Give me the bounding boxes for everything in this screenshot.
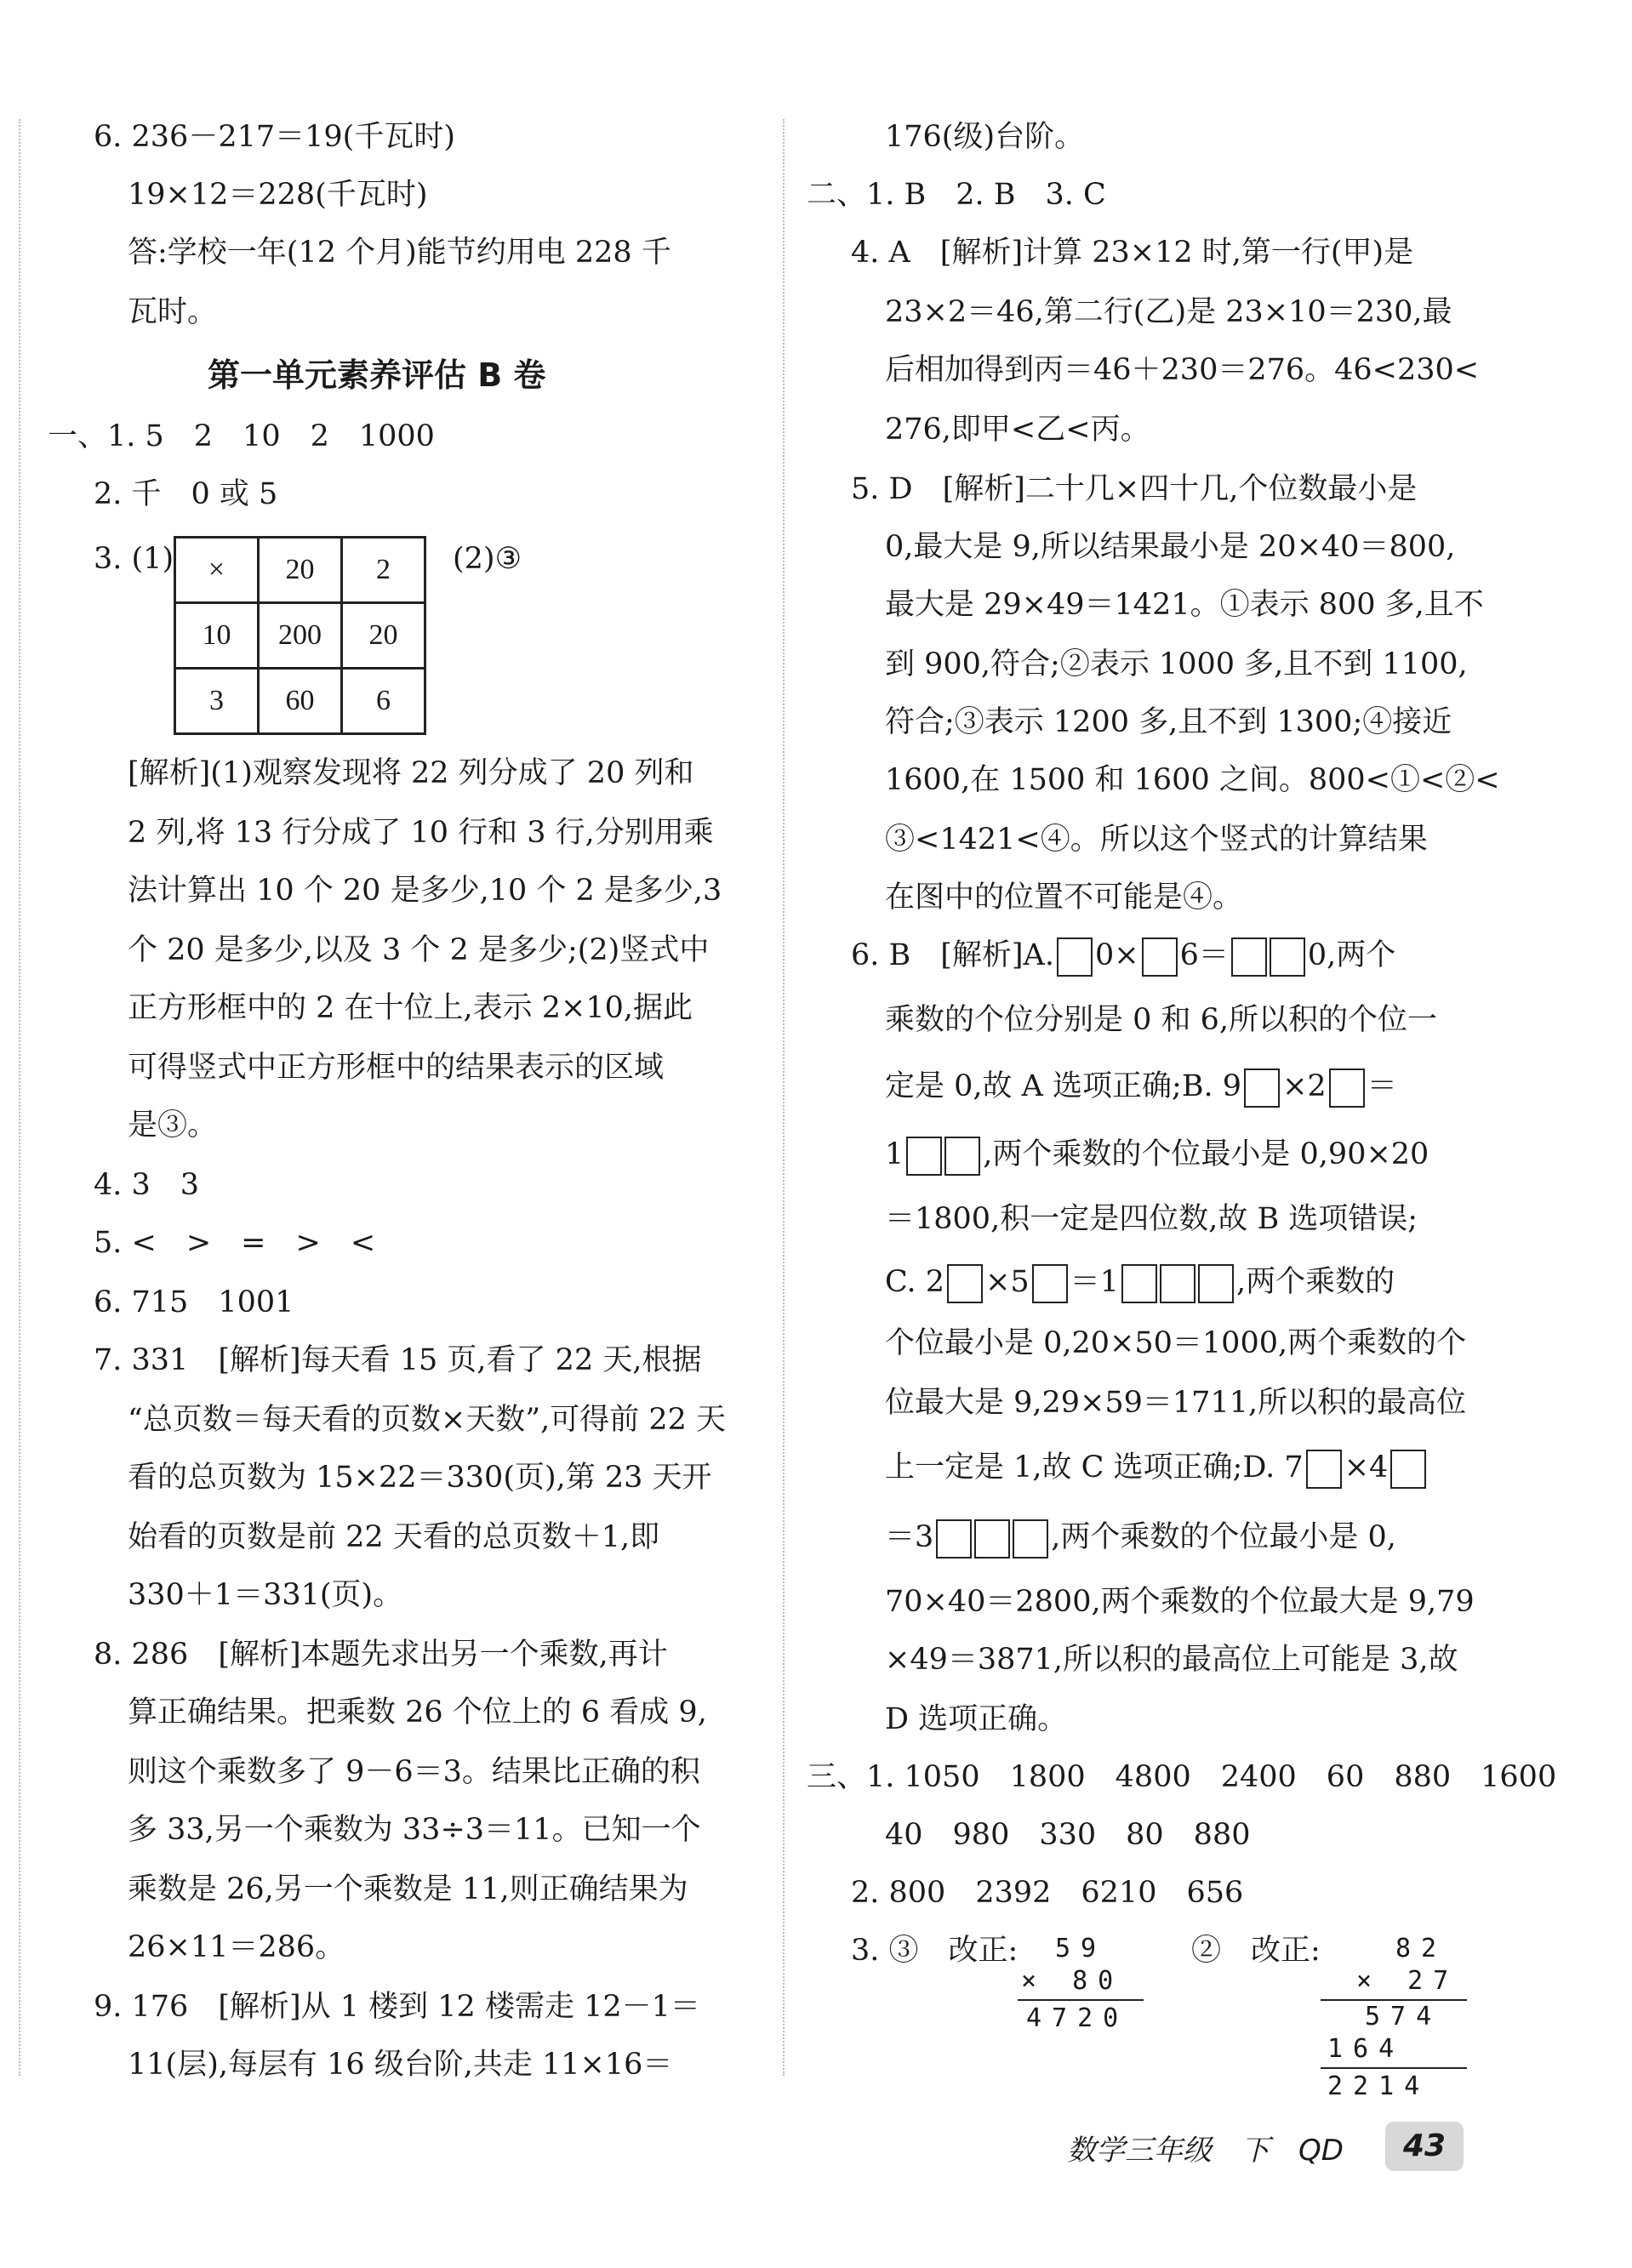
text: ×2 (1282, 1069, 1327, 1103)
calc2-result: 2214 (1327, 2071, 1430, 2101)
grid-cell: 20 (259, 538, 342, 603)
s2-q5-2: 0,最大是 9,所以结果最小是 20×40＝800, (885, 530, 1456, 564)
s2-q4-1: 4. A [解析]计算 23×12 时,第一行(甲)是 (851, 236, 1414, 270)
s2-q6-line6 (885, 1262, 1395, 1303)
s2-q6-line13: D 选项正确。 (885, 1702, 1068, 1736)
text: ＝1 (1070, 1265, 1119, 1299)
s1-q7-2: “总页数＝每天看的页数×天数”,可得前 22 天 (128, 1403, 727, 1437)
calc2-multiplier: × 27 (1356, 1966, 1459, 1996)
footer-subject: 数学三年级 下 QD (1067, 2134, 1344, 2168)
grid-cell: × (175, 538, 259, 603)
s2-q4-4: 276,即甲<乙<丙。 (885, 413, 1150, 447)
s3-q2: 2. 800 2392 6210 656 (851, 1876, 1244, 1910)
blank-box (1198, 1264, 1234, 1303)
blank-box (1032, 1264, 1068, 1303)
blank-box (1121, 1264, 1157, 1303)
s2-q6-line3 (885, 1067, 1397, 1108)
blank-box (1390, 1450, 1426, 1489)
s3-q1-line2: 40 980 330 80 880 (885, 1818, 1251, 1852)
blank-box (947, 1264, 983, 1303)
s2-q6-line9 (885, 1448, 1429, 1489)
text: C. 2 (885, 1265, 945, 1299)
calc2-multiplicand: 82 (1395, 1934, 1447, 1963)
text: ＝ (1367, 1069, 1397, 1103)
s3-q3-part1: 3. ③ 改正: (851, 1934, 1019, 1968)
s2-q6-line4 (885, 1135, 1429, 1176)
s1-q3-exp-3: 法计算出 10 个 20 是多少,10 个 2 是多少,3 (128, 874, 722, 908)
s2-q5-5: 符合;③表示 1200 多,且不到 1300;④接近 (885, 705, 1452, 739)
s1-q9-1: 9. 176 [解析]从 1 楼到 12 楼需走 12－1＝ (94, 1990, 700, 2024)
calc1-result: 4720 (1026, 2003, 1129, 2033)
s1-q3-exp-5: 正方形框中的 2 在十位上,表示 2×10,据此 (128, 991, 693, 1025)
s2-q5-8: 在图中的位置不可能是④。 (885, 880, 1243, 915)
q9-continued: 176(级)台阶。 (885, 120, 1085, 154)
blank-box (906, 1137, 942, 1176)
grid-cell: 2 (342, 538, 425, 603)
s3-q3-part2: ② 改正: (1191, 1934, 1321, 1968)
s1-q7-4: 始看的页数是前 22 天看的总页数＋1,即 (128, 1520, 660, 1554)
s2-q5-7: ③<1421<④。所以这个竖式的计算结果 (885, 823, 1428, 857)
calc2-partial1: 574 (1365, 2002, 1442, 2032)
s1-q5: 5. < > = > < (94, 1226, 376, 1260)
text: 1 (885, 1137, 904, 1171)
s3-q1-line1: 三、1. 1050 1800 4800 2400 60 880 1600 (807, 1760, 1557, 1794)
s1-q3-label: 3. (1) (94, 542, 174, 576)
column-divider (783, 119, 785, 2076)
multiplication-grid (174, 536, 426, 735)
grid-cell: 200 (259, 603, 342, 669)
s2-q6-line2: 乘数的个位分别是 0 和 6,所以积的个位一 (885, 1003, 1438, 1037)
text: ×4 (1344, 1450, 1389, 1484)
text: 6. B [解析]A. (851, 938, 1054, 972)
s1-q3-exp-2: 2 列,将 13 行分成了 10 行和 3 行,分别用乘 (128, 816, 714, 850)
s1-q7-3: 看的总页数为 15×22＝330(页),第 23 天开 (128, 1461, 712, 1495)
blank-box (1231, 937, 1267, 977)
calc1-multiplier: × 80 (1021, 1966, 1124, 1996)
calc2-partial2: 164 (1327, 2034, 1405, 2064)
s2-q6-line1 (851, 936, 1395, 977)
s2-q6-line5: ＝1800,积一定是四位数,故 B 选项错误; (885, 1202, 1418, 1236)
s1-q8-4: 多 33,另一个乘数为 33÷3＝11。已知一个 (128, 1813, 701, 1847)
text: 上一定是 1,故 C 选项正确;D. 7 (885, 1450, 1304, 1484)
s1-q4: 4. 3 3 (94, 1168, 200, 1202)
page-number: 43 (1385, 2122, 1464, 2171)
blank-box (1306, 1450, 1342, 1489)
grid-cell: 60 (259, 669, 342, 734)
blank-box (944, 1137, 980, 1176)
s1-q8-1: 8. 286 [解析]本题先求出另一个乘数,再计 (94, 1638, 668, 1672)
grid-cell: 20 (342, 603, 425, 669)
calc1-multiplicand: 59 (1055, 1934, 1107, 1963)
s1-q9-2: 11(层),每层有 16 级台阶,共走 11×16＝ (128, 2048, 673, 2082)
s2-q6-line12: ×49＝3871,所以积的最高位上可能是 3,故 (885, 1643, 1458, 1677)
s2-q5-1: 5. D [解析]二十几×四十几,个位数最小是 (851, 472, 1418, 506)
s2-q6-line8: 位最大是 9,29×59＝1711,所以积的最高位 (885, 1386, 1467, 1420)
blank-box (1329, 1068, 1365, 1108)
blank-box (936, 1519, 972, 1559)
left-margin-rule (19, 119, 20, 2076)
blank-box (1270, 937, 1305, 977)
s2-q6-line11: 70×40＝2800,两个乘数的个位最大是 9,79 (885, 1585, 1475, 1619)
grid-cell: 10 (175, 603, 259, 669)
blank-box (1244, 1068, 1280, 1108)
text: 0× (1094, 938, 1139, 972)
s1-q8-3: 则这个乘数多了 9－6＝3。结果比正确的积 (128, 1755, 700, 1789)
s2-q4-3: 后相加得到丙＝46＋230＝276。46<230< (885, 353, 1480, 387)
blank-box (974, 1519, 1010, 1559)
s1-q6: 6. 715 1001 (94, 1285, 294, 1319)
text: ,两个乘数的 (1235, 1265, 1395, 1299)
s1-q3-exp-6: 可得竖式中正方形框中的结果表示的区域 (128, 1051, 665, 1085)
calc1-rule (1018, 1999, 1144, 2001)
s1-q8-5: 乘数是 26,另一个乘数是 11,则正确结果为 (128, 1872, 688, 1906)
grid-cell: 6 (342, 669, 425, 734)
s1-q3-exp-7: 是③。 (128, 1108, 218, 1143)
blank-box (1057, 937, 1093, 977)
text: 定是 0,故 A 选项正确;B. 9 (885, 1069, 1242, 1103)
s1-q3-part2: (2)③ (453, 542, 522, 576)
q6-line4: 瓦时。 (128, 295, 218, 329)
s2-q1-3: 二、1. B 2. B 3. C (807, 178, 1106, 212)
s2-q5-6: 1600,在 1500 和 1600 之间。800<①<②< (885, 763, 1500, 797)
q6-line2: 19×12＝228(千瓦时) (128, 178, 428, 212)
grid-cell: 3 (175, 669, 259, 734)
text: 6＝ (1179, 938, 1229, 972)
text: 0,两个 (1307, 938, 1396, 972)
text: ＝3 (885, 1520, 934, 1554)
s1-q3-exp-4: 个 20 是多少,以及 3 个 2 是多少;(2)竖式中 (128, 933, 710, 967)
blank-box (1160, 1264, 1195, 1303)
s1-q3-exp-1: [解析](1)观察发现将 22 列分成了 20 列和 (128, 756, 694, 790)
text: ,两个乘数的个位最小是 0,90×20 (983, 1137, 1429, 1171)
section-title: 第一单元素养评估 B 卷 (208, 356, 546, 394)
s1-q8-6: 26×11＝286。 (128, 1930, 345, 1964)
s1-q7-1: 7. 331 [解析]每天看 15 页,看了 22 天,根据 (94, 1343, 702, 1377)
q6-line1: 6. 236－217＝19(千瓦时) (94, 120, 455, 154)
s2-q6-line7: 个位最小是 0,20×50＝1000,两个乘数的个 (885, 1326, 1467, 1360)
q6-line3: 答:学校一年(12 个月)能节约用电 228 千 (128, 236, 671, 270)
s1-q2: 2. 千 0 或 5 (94, 477, 278, 511)
s2-q4-2: 23×2＝46,第二行(乙)是 23×10＝230,最 (885, 295, 1452, 329)
blank-box (1142, 937, 1178, 977)
s2-q5-3: 最大是 29×49＝1421。①表示 800 多,且不 (885, 588, 1484, 622)
text: ×5 (985, 1265, 1030, 1299)
calc2-rule2 (1321, 2067, 1467, 2069)
s1-q7-5: 330＋1＝331(页)。 (128, 1578, 403, 1612)
s2-q5-4: 到 900,符合;②表示 1000 多,且不到 1100, (885, 647, 1468, 681)
text: ,两个乘数的个位最小是 0, (1051, 1520, 1396, 1554)
s1-q8-2: 算正确结果。把乘数 26 个位上的 6 看成 9, (128, 1695, 707, 1729)
s1-q1: 一、1. 5 2 10 2 1000 (48, 419, 435, 453)
blank-box (1013, 1519, 1048, 1559)
s2-q6-line10 (885, 1518, 1396, 1559)
